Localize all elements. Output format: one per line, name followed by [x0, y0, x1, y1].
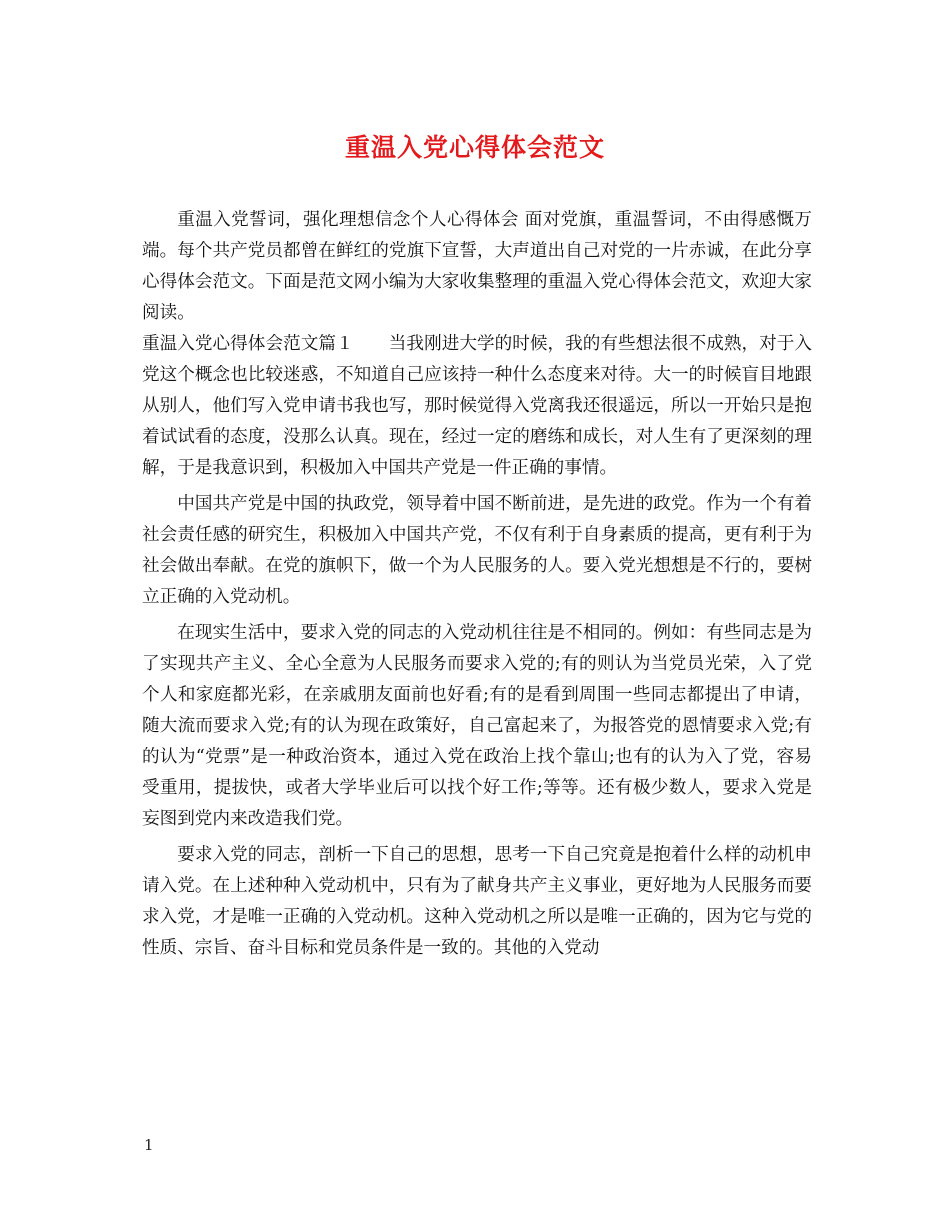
page-number: 1	[144, 1136, 154, 1154]
section-title: 重温入党心得体会范文篇１	[142, 334, 354, 354]
document-title: 重温入党心得体会范文	[344, 133, 605, 162]
paragraph-2: 中国共产党是中国的执政党，领导着中国不断前进，是先进的政党。作为一个有着社会责任感的研究生，积极加入中国共产党，不仅有利于自身素质的提高，更有利于为社会做出奉献。在党的旗帜下，做一个为人民服务的人。要入党光想想是不行的，要树立正确的入党动机。	[142, 494, 812, 607]
paragraph-4: 要求入党的同志，剖析一下自己的思想，思考一下自己究竟是抱着什么样的动机申请入党。在上述种种入党动机中，只有为了献身共产主义事业，更好地为人民服务而要求入党，才是唯一正确的入党动机。这种入党动机之所以是唯一正确的，因为它与党的性质、宗旨、奋斗目标和党员条件是一致的。其他的入党动	[142, 845, 812, 958]
paragraph-3: 在现实生活中，要求入党的同志的入党动机往往是不相同的。例如：有些同志是为了实现共产主义、全心全意为人民服务而要求入党的;有的则认为当党员光荣，入了党个人和家庭都光彩，在亲戚朋友面前也好看;有的是看到周围一些同志都提出了申请，随大流而要求入党;有的认为现在政策好，自己富起来了，为报答党的恩情要求入党;有的认为“党票”是一种政治资本，通过入党在政治上找个靠山;也有的认为入了党，容易受重用，提拔快，或者大学毕业后可以找个好工作;等等。还有极少数人，要求入党是妄图到党内来改造我们党。	[142, 623, 812, 829]
intro-paragraph: 重温入党誓词，强化理想信念个人心得体会 面对党旗，重温誓词，不由得感慨万端。每个共产党员都曾在鲜红的党旗下宣誓，大声道出自己对党的一片赤诚，在此分享心得体会范文。下面是范文网小编为大家收集整理的重温入党心得体会范文，欢迎大家阅读。	[142, 210, 812, 323]
section-paragraph	[142, 329, 812, 484]
document-body	[142, 205, 812, 964]
paragraph-1: 当我刚进大学的时候，我的有些想法很不成熟，对于入党这个概念也比较迷惑，不知道自己应该持一种什么态度来对待。大一的时候盲目地跟从别人，他们写入党申请书我也写，那时候觉得入党离我还很遥远，所以一开始只是抱着试试看的态度，没那么认真。现在，经过一定的磨练和成长，对人生有了更深刻的理解，于是我意识到，积极加入中国共产党是一件正确的事情。	[142, 334, 812, 478]
